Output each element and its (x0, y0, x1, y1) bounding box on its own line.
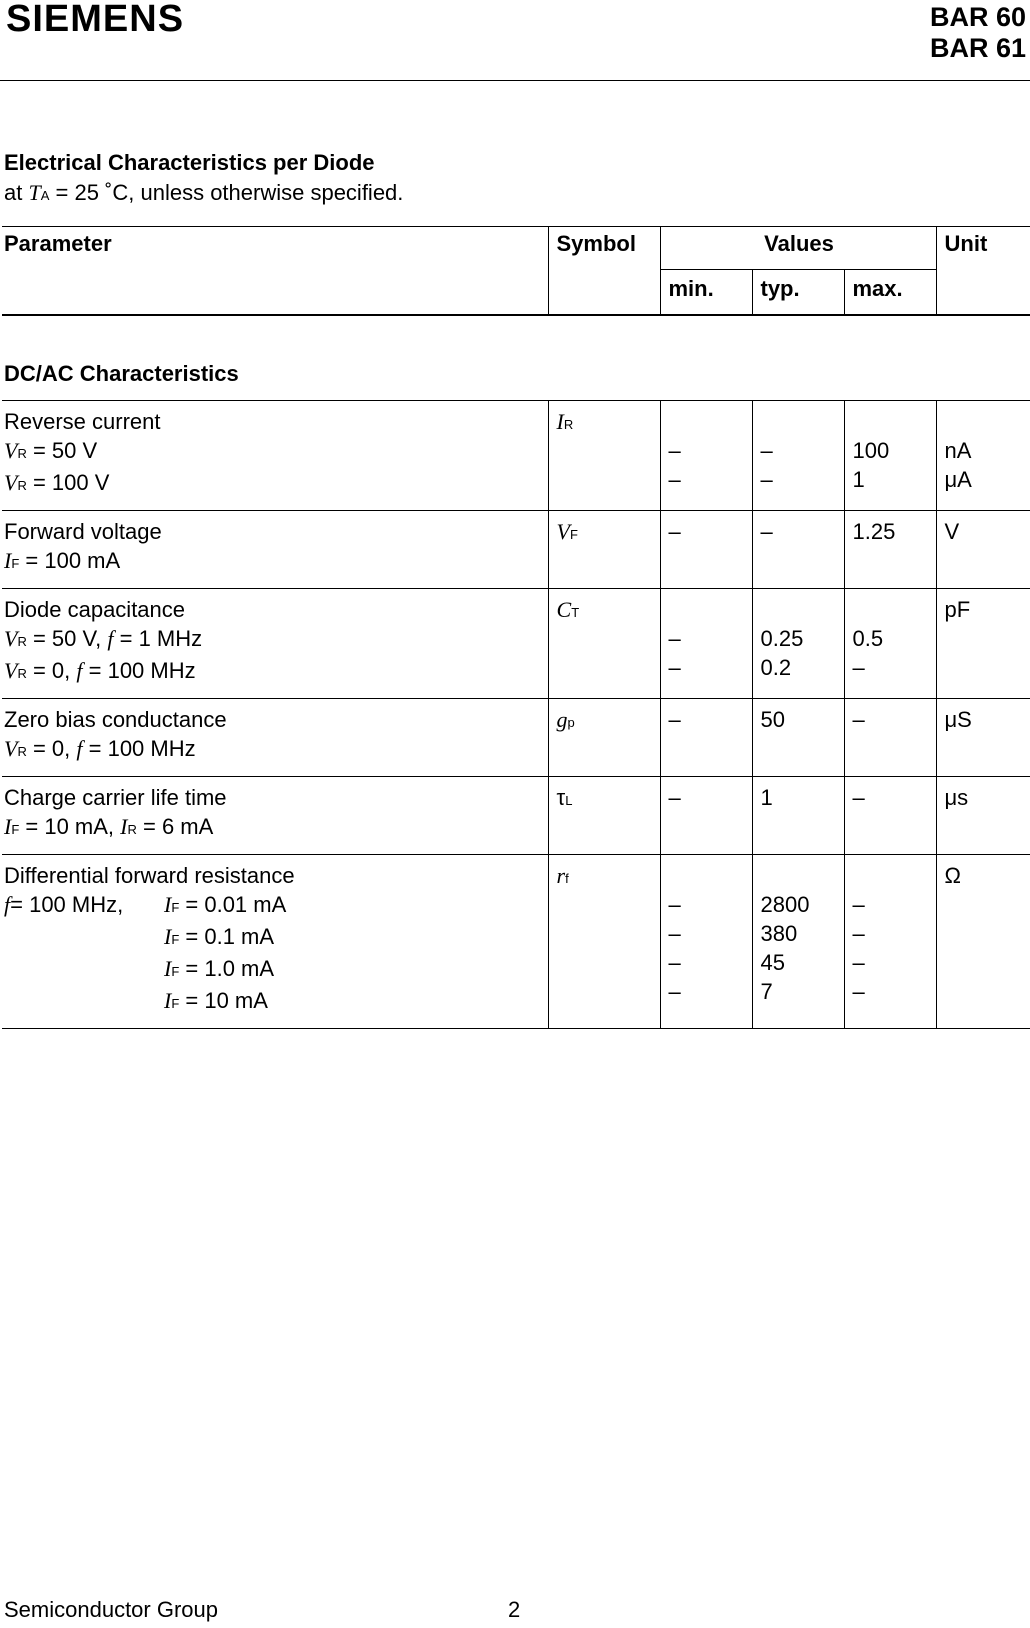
parameter-cell: Diode capacitance VR = 50 V, f = 1 MHz VR = 0, f = 100 MHz (2, 589, 548, 699)
unit-cell: μs (936, 777, 1030, 855)
typ-cell: 0.25 0.2 (752, 589, 844, 699)
table-row (2, 401, 1030, 511)
min-cell: – – (660, 401, 752, 511)
unit-cell: pF (936, 589, 1030, 699)
part-numbers (930, 2, 1026, 64)
parameter-cell: Charge carrier life time IF = 10 mA, IR = 6 mA (2, 777, 548, 855)
header-unit: Unit (936, 227, 1030, 316)
max-cell: 1.25 (844, 511, 936, 589)
symbol-cell: VF (548, 511, 660, 589)
header-parameter: Parameter (2, 227, 548, 316)
header-values: Values (660, 227, 936, 270)
part-number-2: BAR 61 (929, 33, 1026, 63)
table-row (2, 589, 1030, 699)
typ-cell: 1 (752, 777, 844, 855)
characteristics-table (2, 226, 1030, 1029)
header-symbol: Symbol (548, 227, 660, 316)
header-typ: typ. (752, 270, 844, 316)
symbol-cell: gp (548, 699, 660, 777)
symbol-cell: IR (548, 401, 660, 511)
header-max: max. (844, 270, 936, 316)
min-cell: – (660, 777, 752, 855)
max-cell: 100 1 (844, 401, 936, 511)
header-min: min. (660, 270, 752, 316)
max-cell: – (844, 699, 936, 777)
section-title: Electrical Characteristics per Diode (4, 150, 375, 175)
table-row (2, 777, 1030, 855)
parameter-cell: Reverse current VR = 50 V VR = 100 V (2, 401, 548, 511)
siemens-logo: SIEMENS (6, 0, 185, 40)
min-cell: – – – – (660, 855, 752, 1029)
page-number: 2 (508, 1597, 521, 1622)
max-cell: – (844, 777, 936, 855)
parameter-cell: Zero bias conductance VR = 0, f = 100 MHz (2, 699, 548, 777)
section-subtitle: at TA = 25 ˚C, unless otherwise specified. (4, 180, 404, 205)
group-title: DC/AC Characteristics (2, 315, 1030, 401)
symbol-cell: τL (548, 777, 660, 855)
min-cell: – – (660, 589, 752, 699)
max-cell: 0.5 – (844, 589, 936, 699)
typ-cell: – (752, 511, 844, 589)
table-row (2, 699, 1030, 777)
unit-cell: Ω (936, 855, 1030, 1029)
table-row (2, 855, 1030, 1029)
min-cell: – (660, 699, 752, 777)
unit-cell: nA μA (936, 401, 1030, 511)
symbol-cell: rf (548, 855, 660, 1029)
unit-cell: μS (936, 699, 1030, 777)
symbol-cell: CT (548, 589, 660, 699)
min-cell: – (660, 511, 752, 589)
part-number-1: BAR 60 (929, 2, 1026, 32)
table-row (2, 511, 1030, 589)
header-divider (0, 80, 1030, 81)
parameter-cell: Differential forward resistance f= 100 MHz, IF = 0.01 mA IF = 0.1 mA IF = 1.0 mA IF = 10 mA (2, 855, 548, 1029)
parameter-cell: Forward voltage IF = 100 mA (2, 511, 548, 589)
typ-cell: – – (752, 401, 844, 511)
typ-cell: 2800 380 45 7 (752, 855, 844, 1029)
unit-cell: V (936, 511, 1030, 589)
typ-cell: 50 (752, 699, 844, 777)
footer-group: Semiconductor Group (4, 1597, 218, 1622)
max-cell: – – – – (844, 855, 936, 1029)
